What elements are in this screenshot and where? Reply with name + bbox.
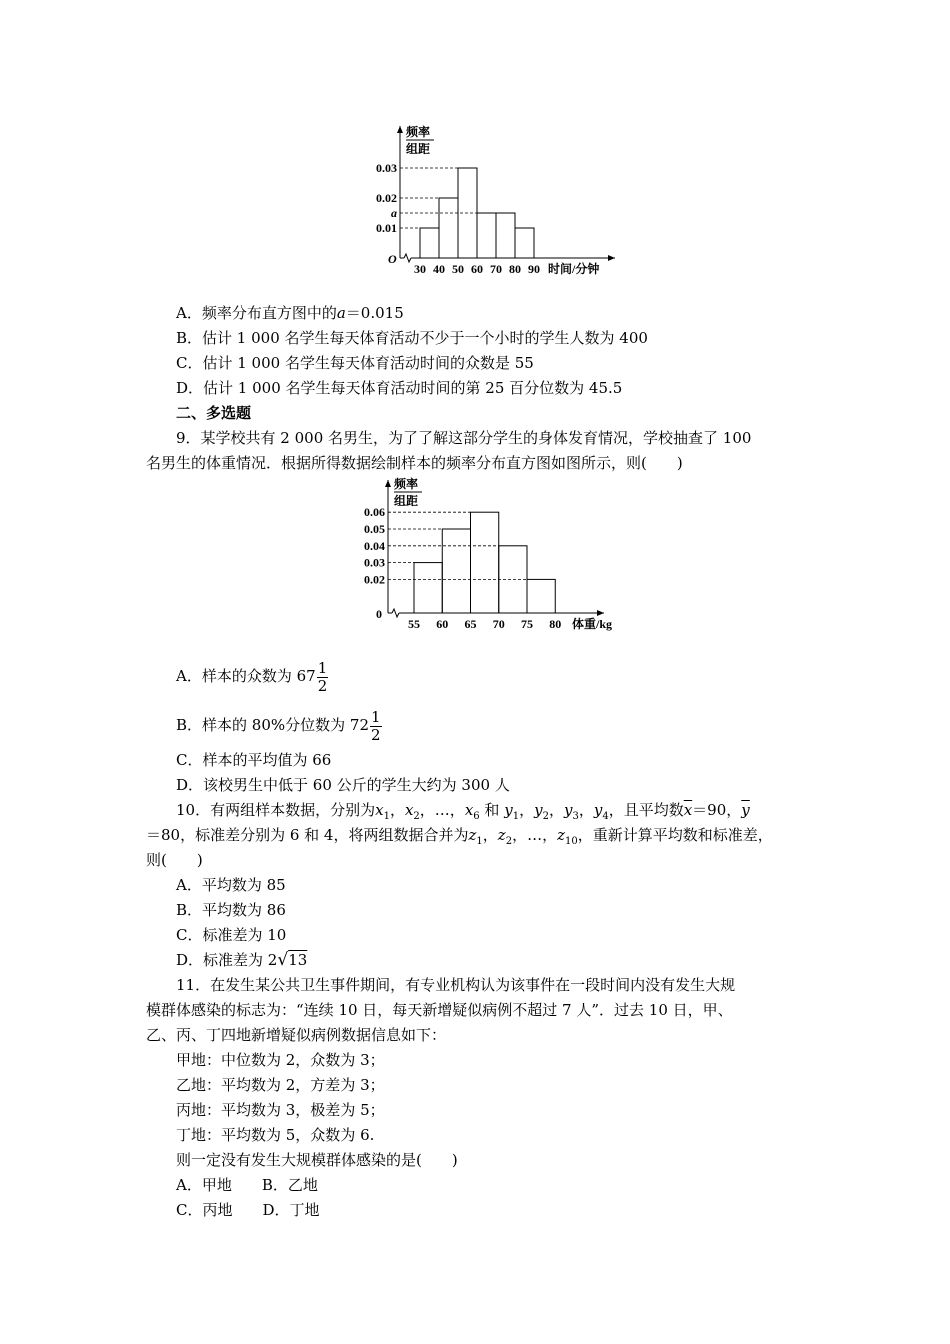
histogram-bar [442, 529, 470, 613]
x-tick-label: 60 [471, 262, 483, 276]
x-tick-label: 60 [436, 617, 449, 631]
q9-stem-line2: 名男生的体重情况．根据所得数据绘制样本的频率分布直方图如图所示，则( ) [146, 454, 683, 472]
q11-stem-line3: 乙、丙、丁四地新增疑似病例数据信息如下： [146, 1026, 447, 1044]
q11-options-ab: A．甲地 B．乙地 [176, 1176, 318, 1194]
histogram-weight [352, 476, 632, 636]
q11-stem-line2: 模群体感染的标志为：“连续 10 日，每天新增疑似病例不超过 7 人”．过去 10 日，甲、 [146, 1001, 733, 1019]
q8-option-a: A．频率分布直方图中的a＝0.015 [176, 304, 404, 322]
y-axis-arrow [397, 126, 403, 133]
x-axis-arrow [608, 255, 615, 261]
q10-option-c: C．标准差为 10 [176, 926, 287, 944]
y-tick-label: 0.02 [364, 572, 385, 587]
y-tick-label: 0.03 [376, 161, 397, 175]
y-tick-label: 0.02 [376, 191, 397, 205]
q10-option-a: A．平均数为 85 [176, 876, 286, 894]
x-tick-label: 65 [464, 617, 477, 631]
histogram-bar [477, 213, 496, 258]
histogram-bar [471, 512, 499, 613]
y-axis-arrow [385, 480, 391, 487]
q11-info-bing: 丙地：平均数为 3，极差为 5； [176, 1101, 385, 1119]
q11-info-yi: 乙地：平均数为 2，方差为 3； [176, 1076, 385, 1094]
q10-stem-line1: 10．有两组样本数据，分别为$x_1$，$x_2$，…，$x_6$ 和 $y_1$，$y_2$，$y_3$，$y_4$，且平均数$\overline{x}=90$，$\overline{y}$ [176, 801, 750, 822]
q11-info-ding: 丁地：平均数为 5，众数为 6. [176, 1126, 375, 1144]
q11-stem-line1: 11．在发生某公共卫生事件期间，有专业机构认为该事件在一段时间内没有发生大规 [176, 976, 736, 994]
x-axis-label: 体重/kg [572, 617, 613, 631]
y-tick-label: 0.03 [364, 555, 385, 570]
x-tick-label: 30 [414, 262, 426, 276]
q9-option-a: A．样本的众数为 67 $\frac{1}{2}$ [176, 658, 328, 695]
y-tick-label: 0.05 [364, 522, 385, 536]
histogram-exercise-time [360, 118, 620, 283]
histogram-bar [527, 579, 555, 613]
histogram-bar [496, 213, 515, 258]
q10-option-b: B．平均数为 86 [176, 901, 286, 919]
y-tick-label: 0.06 [364, 505, 385, 520]
q9-option-d: D．该校男生中低于 60 公斤的学生大约为 300 人 [176, 776, 510, 794]
q11-options-cd: C．丙地 D．丁地 [176, 1201, 320, 1219]
x-tick-label: 50 [452, 262, 464, 276]
histogram-bar [499, 546, 527, 613]
x-tick-label: 70 [492, 617, 505, 631]
x-tick-label: 75 [521, 617, 533, 631]
origin-label: 0 [376, 607, 382, 621]
x-axis-break [404, 254, 411, 262]
x-axis-arrow [597, 610, 604, 616]
x-tick-label: 40 [433, 262, 445, 276]
y-label-denominator: 组距 [406, 142, 431, 156]
histogram-bar [414, 563, 442, 613]
x-tick-label: 90 [528, 262, 540, 276]
y-label-numerator: 频率 [406, 125, 431, 139]
x-tick-label: 70 [490, 262, 502, 276]
x-axis-label: 时间/分钟 [548, 262, 600, 276]
x-tick-label: 80 [509, 262, 521, 276]
x-axis-break [392, 609, 399, 617]
q8-option-b: B．估计 1 000 名学生每天体育活动不少于一个小时的学生人数为 400 [176, 329, 648, 347]
x-tick-label: 80 [549, 617, 562, 631]
histogram-bar [439, 198, 458, 258]
y-tick-label: 0.04 [364, 538, 385, 553]
histogram-bar [420, 228, 439, 258]
y-label-denominator: 组距 [394, 494, 419, 508]
x-tick-label: 55 [408, 617, 420, 631]
y-label-numerator: 频率 [394, 477, 419, 491]
q11-question: 则一定没有发生大规模群体感染的是( ) [176, 1151, 458, 1169]
q10-option-d: D．标准差为 2√13 [176, 950, 308, 970]
q9-stem-line1: 9．某学校共有 2 000 名男生，为了了解这部分学生的身体发育情况，学校抽查了 100 [176, 429, 752, 447]
section-heading: 二、多选题 [176, 404, 252, 422]
origin-label: O [388, 252, 397, 266]
q9-option-c: C．样本的平均值为 66 [176, 751, 332, 769]
q11-info-jia: 甲地：中位数为 2，众数为 3； [176, 1051, 385, 1069]
y-tick-label: 0.01 [376, 221, 397, 235]
y-tick-label: a [391, 206, 397, 220]
histogram-bar [515, 228, 534, 258]
q10-stem-line2: ＝80，标准差分别为 6 和 4，将两组数据合并为$z_1$，$z_2$，…，$z_{10}$，重新计算平均数和标准差， [146, 826, 773, 847]
q8-option-c: C．估计 1 000 名学生每天体育活动时间的众数是 55 [176, 354, 534, 372]
q9-option-b: B．样本的 80%分位数为 72 $\frac{1}{2}$ [176, 707, 381, 744]
q10-stem-line3: 则( ) [146, 851, 203, 869]
q8-option-d: D．估计 1 000 名学生每天体育活动时间的第 25 百分位数为 45.5 [176, 379, 623, 397]
